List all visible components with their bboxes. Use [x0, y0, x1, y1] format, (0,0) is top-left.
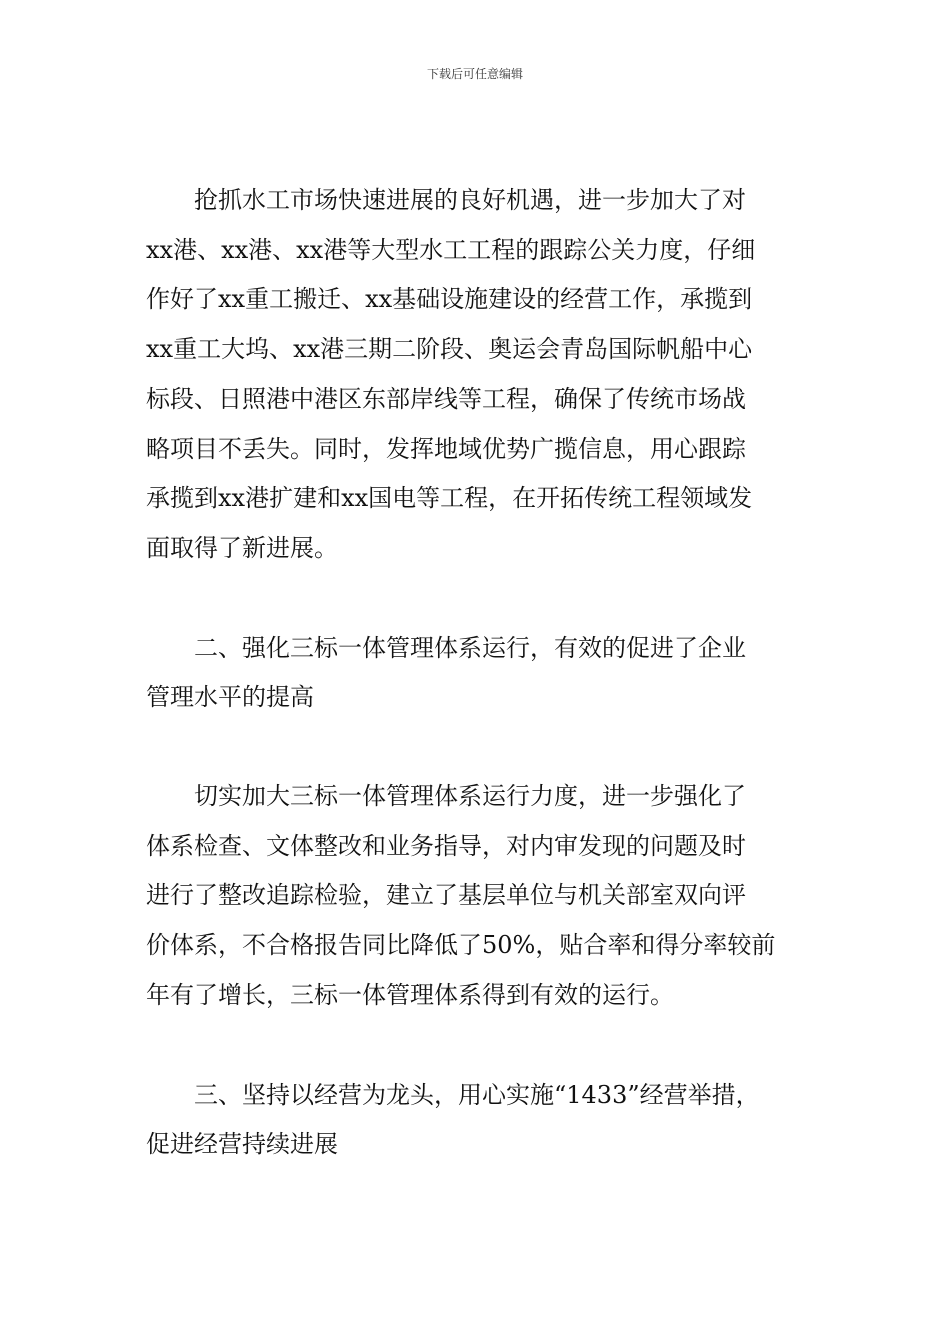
page-header: 下载后可任意编辑	[426, 67, 523, 81]
section-heading-management-system: 二、强化三标一体管理体系运行，有效的促进了企业 管理水平的提高	[146, 633, 746, 712]
paragraph-market-expansion: 抢抓水工市场快速进展的良好机遇，进一步加大了对 xx港、xx港、xx港等大型水工工程的跟踪公关力度，仔细 作好了xx重工搬迁、xx基础设施建设的经营工作，承揽到 xx重工大坞、xx港三期二阶段、奥运会青岛国际帆船中心 标段、日照港中港区东部岸线等工程，确保了传统市场战 略项目不丢失。同时，发挥地域优势广揽信息，用心跟踪 承揽到xx港扩建和xx国电等工程，在开拓传统工程领域发 面取得了新进展。	[146, 186, 756, 562]
document-body	[146, 176, 808, 1170]
paragraph-management-system: 切实加大三标一体管理体系运行力度，进一步强化了 体系检查、文体整改和业务指导，对内审发现的问题及时 进行了整改追踪检验，建立了基层单位与机关部室双向评 价体系，不合格报告同比降低了50%，贴合率和得分率较前 年有了增长，三标一体管理体系得到有效的运行。	[146, 782, 776, 1009]
section-heading-operations: 三、坚持以经营为龙头，用心实施“1433”经营举措， 促进经营持续进展	[146, 1080, 760, 1159]
